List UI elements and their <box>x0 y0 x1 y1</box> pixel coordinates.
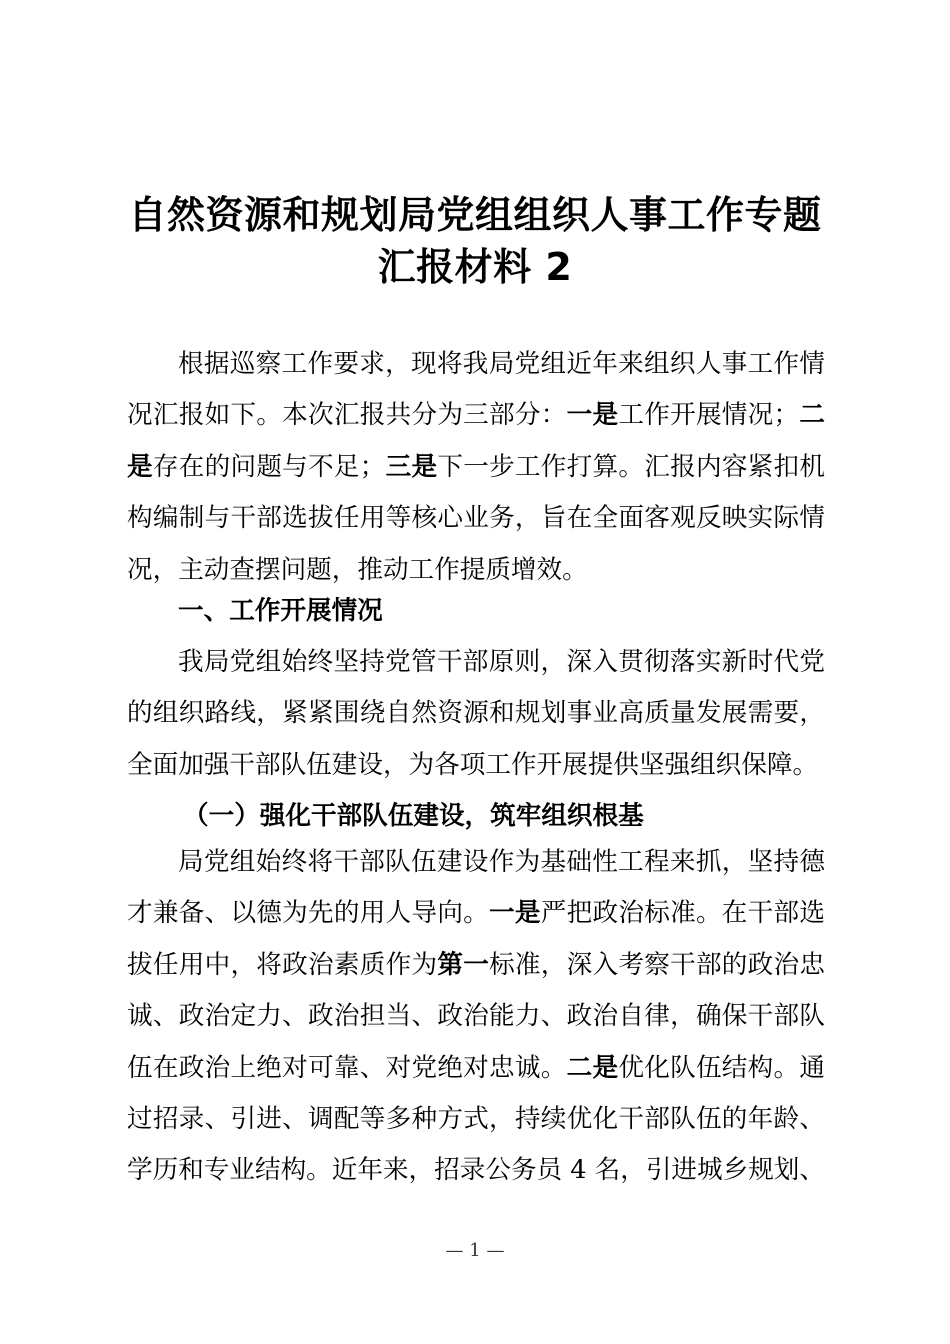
subsection-1-heading: （一）强化干部队伍建设，筑牢组织根基 <box>183 801 644 831</box>
document-title-line-1: 自然资源和规划局党组组织人事工作专题 <box>128 193 822 237</box>
section-1-paragraph: 我局党组始终坚持党管干部原则，深入贯彻落实新时代党的组织路线，紧紧围绕自然资源和规划事业高质量发展需要，全面加强干部队伍建设，为各项工作开展提供坚强组织保障。 <box>127 647 825 780</box>
sub1-text-1: 局党组始终将干部队伍建设作为基础性工程来抓，坚持德才兼备、以德为先的用人导向。 <box>127 847 825 929</box>
intro-text-2: 工作开展情况； <box>618 400 800 431</box>
section-1-heading: 一、工作开展情况 <box>178 596 383 626</box>
document-title-line-2: 汇报材料 2 <box>377 245 573 289</box>
sub1-bold-1: 一是 <box>489 898 541 929</box>
intro-paragraph <box>127 339 825 596</box>
sub1-bold-2: 第一 <box>437 949 490 980</box>
subsection-1-paragraph <box>127 837 825 1197</box>
intro-text-3: 存在的问题与不足； <box>152 451 386 482</box>
page-number: — 1 — <box>445 1240 505 1261</box>
intro-bold-1: 一是 <box>566 400 619 431</box>
intro-text-4: 下一步工作打算。汇报内容紧扣机构编制与干部选拔任用等核心业务，旨在全面客观反映实际情况，主动查摆问题，推动工作提质增效。 <box>127 451 825 585</box>
sub1-bold-3: 二是 <box>566 1052 619 1083</box>
intro-text-1: 根据巡察工作要求，现将我局党组近年来组织人事工作情况汇报如下。本次汇报共分为三部分： <box>127 349 825 431</box>
intro-bold-2: 二是 <box>127 400 825 482</box>
sub1-text-3: 标准，深入考察干部的政治忠诚、政治定力、政治担当、政治能力、政治自律，确保干部队伍在政治上绝对可靠、对党绝对忠诚。 <box>127 949 825 1083</box>
intro-bold-3: 三是 <box>385 451 438 482</box>
sub1-text-2: 严把政治标准。在干部选拔任用中，将政治素质作为 <box>127 898 825 980</box>
sub1-text-4: 优化队伍结构。通过招录、引进、调配等多种方式，持续优化干部队伍的年龄、学历和专业结构。近年来，招录公务员 4 名，引进城乡规划、 <box>127 1052 825 1186</box>
